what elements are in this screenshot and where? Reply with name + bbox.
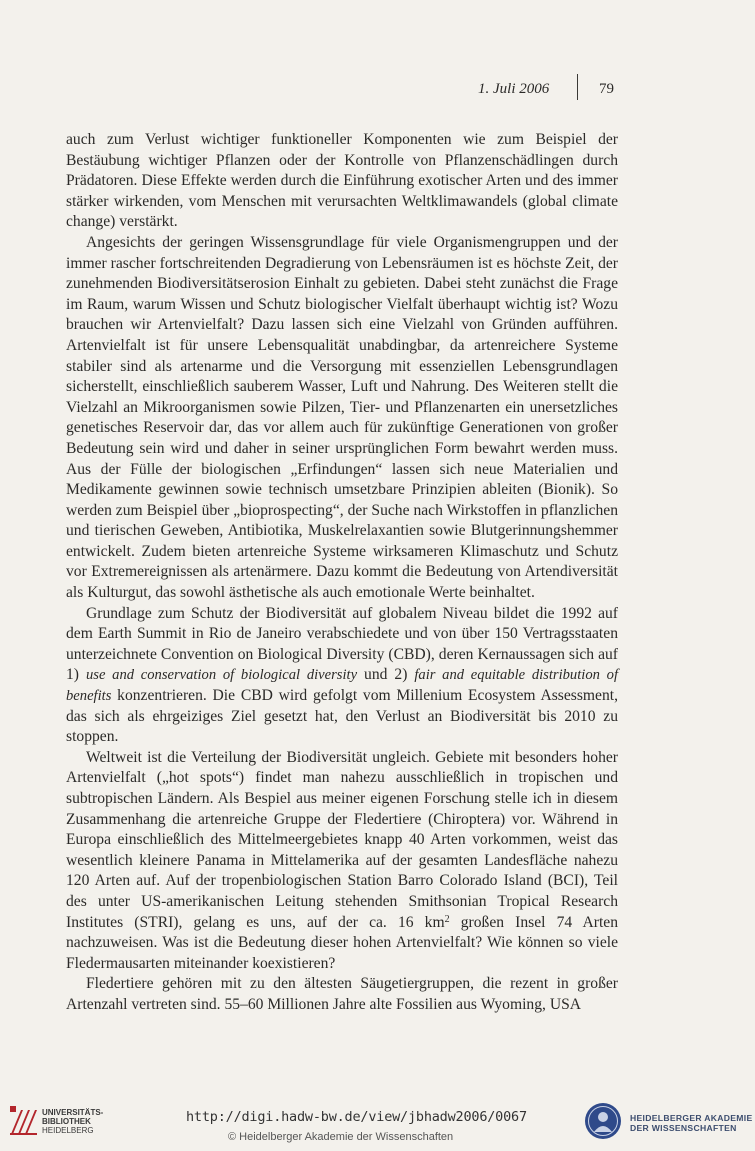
running-header (470, 80, 620, 102)
italic-phrase: fair and equitable distribution of benefits (66, 667, 619, 705)
university-library-logo-icon[interactable] (8, 1104, 38, 1136)
footer-bar (0, 1098, 755, 1151)
page-number: 79 (599, 81, 614, 97)
paragraph (66, 748, 618, 975)
header-date: 1. Juli 2006 (478, 81, 550, 97)
academy-line: DER WISSENSCHAFTEN (630, 1123, 737, 1133)
text-run: Weltweit ist die Verteilung der Biodiversität ungleich. Gebiete mit besonders hoher Artenvielfalt („hot spots“) findet man nahezu ausschließlich in tropischen und subtropischen Ländern. Als Bespiel aus meiner eigenen Forschung stelle ich in diesem Zusammenhang die artenreiche Gruppe der Fledertiere (Chiroptera) vor. Während in Europa einschließlich des Mittelmeergebietes knapp 40 Arten vorkommen, weist das wesentlich kleinere Panama in Mittelamerika auf der gesamten Landesfläche nahezu 120 Arten auf. Auf der tropenbiologischen Station Barro Colorado Island (BCI), Teil des unter US-amerikanischen Leitung stehenden Smithsonian Tropical Research Institutes (STRI), gelang es uns, auf der ca. 16 km (66, 748, 618, 931)
copyright-notice: © Heidelberger Akademie der Wissenschaften (228, 1131, 454, 1143)
italic-phrase: use and conservation of biological diversity (85, 667, 358, 684)
paragraph: auch zum Verlust wichtiger funktioneller Komponenten wie zum Beispiel der Bestäubung wichtiger Pflanzen oder der Kontrolle von Pflanzenschädlingen durch Prädatoren. Diese Effekte werden durch die Einführung exotischer Arten und des immer stärker wirkenden, vom Menschen mit verursachten Weltklimawandels (global climate change) verstärkt. (66, 131, 618, 231)
page-body (66, 130, 618, 1016)
header-divider (577, 74, 578, 100)
academy-name (630, 1113, 752, 1133)
text-run: und 2) (357, 666, 415, 684)
paragraph: Fledertiere gehören mit zu den ältesten Säugetiergruppen, die rezent in großer Artenzahl vertreten sind. 55–60 Millionen Jahre alte Fossilien aus Wyoming, USA (66, 975, 618, 1013)
academy-line: HEIDELBERGER AKADEMIE (630, 1113, 753, 1123)
library-name (42, 1108, 103, 1135)
library-line: HEIDELBERG (42, 1126, 94, 1135)
text-run: konzentrieren. Die CBD wird gefolgt vom Millenium Ecosystem Assessment, das sich als ehrgeiziges Ziel gesetzt hat, den Verlust an Biodiversität bis 2010 zu stoppen. (66, 687, 618, 746)
paragraph (66, 604, 618, 748)
permalink-url[interactable]: http://digi.hadw-bw.de/view/jbhadw2006/0067 (186, 1109, 527, 1125)
library-line: BIBLIOTHEK (42, 1117, 91, 1126)
academy-seal-icon[interactable] (584, 1102, 622, 1140)
text-run: Grundlage zum Schutz der Biodiversität auf globalem Niveau bildet die 1992 auf dem Earth Summit in Rio de Janeiro verabschiedete und von über 150 Vertragsstaaten unterzeichnete Convention on Biological Diversity (CBD), deren Kernaussagen sich auf 1) (66, 604, 618, 684)
library-line: UNIVERSITÄTS- (42, 1108, 104, 1117)
text-run: großen Insel 74 Arten nachzuweisen. Was ist die Bedeutung dieser hohen Artenvielfalt? Wie können so viele Fledermausarten miteinander koexistieren? (66, 913, 618, 972)
paragraph: Angesichts der geringen Wissensgrundlage für viele Organismengruppen und der immer rascher fortschreitenden Degradierung von Lebensräumen ist es höchste Zeit, der zunehmenden Biodiversitätserosion Einhalt zu gebieten. Dabei steht zunächst die Frage im Raum, warum Wissen und Schutz biologischer Vielfalt überhaupt wichtig ist? Wozu brauchen wir Artenvielfalt? Dazu lassen sich eine Vielzahl von Gründen aufführen. Artenvielfalt ist für unsere Lebensqualität unabdingbar, da artenreichere Systeme stabiler sind als artenarme und die Versorgung mit essenziellen Lebensgrundlagen sicherstellt, einschließlich sauberem Wasser, Luft und Nahrung. Des Weiteren stellt die Vielzahl an Mikroorganismen sowie Pilzen, Tier- und Pflanzenarten ein unersetzliches genetisches Reservoir dar, das vor allem auch für zukünftige Generationen von großer Bedeutung sein wird und daher in seiner ursprünglichen Form bewahrt werden muss. Aus der Fülle der biologischen „Erfindungen“ lassen sich neue Materialien und Medikamente gewinnen sowie technisch umsetzbare Prinzipien ableiten (Bionik). So werden zum Beispiel über „bioprospecting“, der Suche nach Wirkstoffen in pflanzlichen und tierischen Geweben, Antibiotika, Muskelrelaxantien sowie Blutgerinnungshemmer entwickelt. Zudem bieten artenreiche Systeme wirksameren Klimaschutz und Schutz vor Extremereignissen als artenärmere. Dazu kommt die Bedeutung von Artendiversität als Kulturgut, das sowohl ästhetische als auch emotionale Werte beinhaltet. (66, 233, 618, 602)
superscript: 2 (444, 913, 450, 925)
